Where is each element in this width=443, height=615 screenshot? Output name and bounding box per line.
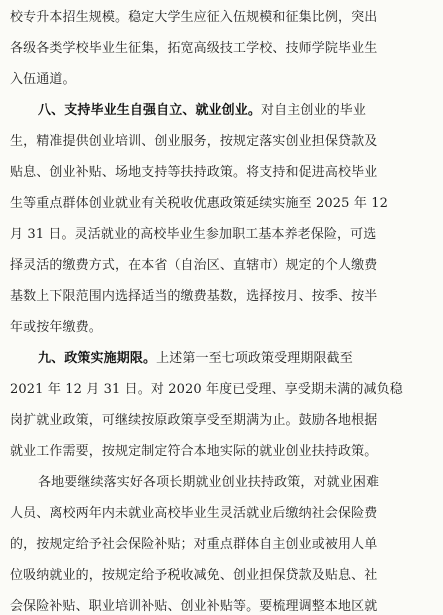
section-8-title: 八、支持毕业生自强自立、就业创业。 [38, 103, 262, 118]
section-9-title: 九、政策实施期限。 [38, 351, 157, 366]
body-line: 生，精准提供创业培训、创业服务，按规定落实创业担保贷款及 [10, 134, 378, 149]
body-line: 位吸纳就业的，按规定给予税收减免、创业担保贷款及贴息、社 [10, 568, 378, 583]
body-line: 校专升本招生规模。稳定大学生应征入伍规模和征集比例，突出 [10, 10, 378, 25]
body-line: 各地要继续落实好各项长期就业创业扶持政策，对就业困难 [38, 475, 380, 490]
body-line: 贴息、创业补贴、场地支持等扶持政策。将支持和促进高校毕业 [10, 165, 378, 180]
body-line: 各级各类学校毕业生征集，拓宽高级技工学校、技师学院毕业生 [10, 41, 378, 56]
body-line: 2021 年 12 月 31 日。对 2020 年度已受理、享受期未满的减负稳 [10, 382, 403, 397]
body-line: 年或按年缴费。 [10, 320, 102, 335]
section-9-heading-line [38, 351, 353, 367]
body-line: 人员、离校两年内未就业高校毕业生灵活就业后缴纳社会保险费 [10, 506, 378, 521]
body-line: 的，按规定给予社会保险补贴；对重点群体自主创业或被用人单 [10, 537, 378, 552]
body-line: 岗扩就业政策，可继续按原政策享受至期满为止。鼓励各地根据 [10, 413, 378, 428]
section-8-text: 对自主创业的毕业 [261, 103, 367, 118]
body-line: 生等重点群体创业就业有关税收优惠政策延续实施至 2025 年 12 [10, 196, 388, 211]
section-8-heading-line [38, 103, 366, 119]
body-line: 基数上下限范围内选择适当的缴费基数，选择按月、按季、按半 [10, 289, 378, 304]
body-line: 入伍通道。 [10, 72, 76, 87]
section-9-text: 上述第一至七项政策受理期限截至 [156, 351, 353, 366]
body-line: 就业工作需要，按规定制定符合本地实际的就业创业扶持政策。 [10, 444, 378, 459]
body-line: 会保险补贴、职业培训补贴、创业补贴等。要梳理调整本地区就 [10, 599, 378, 614]
body-line: 月 31 日。灵活就业的高校毕业生参加职工基本养老保险，可选 [10, 227, 377, 242]
body-line: 择灵活的缴费方式，在本省（自治区、直辖市）规定的个人缴费 [10, 258, 378, 273]
